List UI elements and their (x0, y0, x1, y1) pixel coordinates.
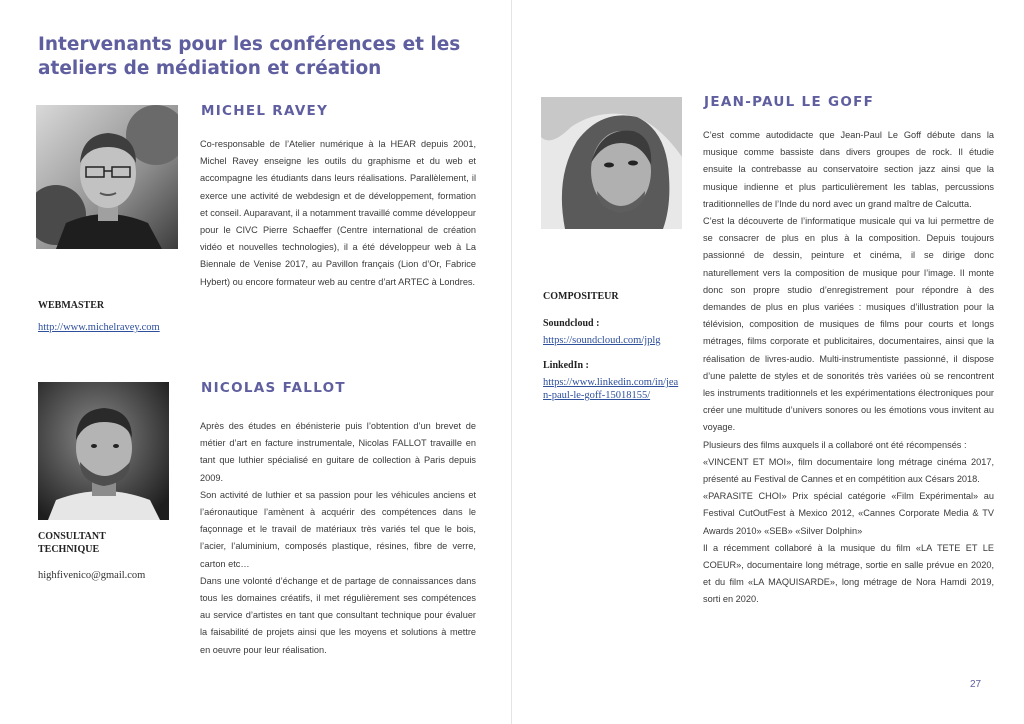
michel-ravey-photo (36, 105, 178, 249)
michel-ravey-website-link[interactable]: http://www.michelravey.com (38, 322, 160, 333)
linkedin-label: LinkedIn : (543, 360, 589, 371)
jean-paul-le-goff-bio (703, 127, 994, 609)
page-gutter (511, 0, 512, 724)
soundcloud-label: Soundcloud : (543, 318, 600, 329)
michel-ravey-role: WEBMASTER (38, 300, 105, 311)
bio-paragraph: Son activité de luthier et sa passion pour les véhicules anciens et l’aéronautique l’amènent à acquérir des compétences dans le façonnage et le travail de matériaux très variés tel que le bois, l’acier, l’aluminium, composés plastique, résines, fibre de verre, carton etc… (200, 489, 476, 569)
bio-paragraph: Co-responsable de l’Atelier numérique à la HEAR depuis 2001, Michel Ravey enseigne les outils du graphisme et du web et accompagne les étudiants dans leurs réalisations. Parallèlement, il exerce une activité de webdesign et de développement, formation et conseil. Auparavant, il a notamment travaillé comme développeur pour le CIVC Pierre Schaeffer (Centre international de création vidéo et nouvelles technologies), il a été développeur web à La Biennale de Venise 2017, au Pavillon français (Lion d’Or, Fabrice Hybert) ou encore formateur web au centre d’art ARTEC à Londres. (200, 139, 476, 287)
nicolas-fallot-name: NICOLAS FALLOT (201, 380, 346, 396)
bio-paragraph: «VINCENT ET MOI», film documentaire long métrage cinéma 2017, présenté au Festival de Cannes et en compétition aux Césars 2018. (703, 456, 994, 485)
bio-paragraph: Dans une volonté d’échange et de partage de connaissances dans tous les domaines créatifs, il met régulièrement ses compétences au service d’artistes en tant que consultant technique pour évaluer la faisabilité de projets ainsi que les moyens et solutions à mettre en oeuvre pour leur réalisation. (200, 575, 476, 655)
page-title: Intervenants pour les conférences et les ateliers de médiation et création (38, 34, 461, 79)
page-number: 27 (970, 679, 982, 690)
michel-ravey-name: MICHEL RAVEY (201, 103, 329, 119)
soundcloud-link[interactable]: https://soundcloud.com/jplg (543, 335, 661, 346)
bio-paragraph: «PARASITE CHOI» Prix spécial catégorie «Film Expérimental» au Festival CutOutFest à Mexico 2012, «Cannes Corporate Media & TV Awards 2010» «SEB» «Silver Dolphin» (703, 491, 994, 536)
jean-paul-le-goff-photo (541, 97, 682, 229)
bio-paragraph: Plusieurs des films auxquels il a collaboré ont été récompensés : (703, 439, 967, 450)
bio-paragraph: Il a récemment collaboré à la musique du film «LA TETE ET LE COEUR», documentaire long métrage, sortie en salle prévue en 2020, et du film «LA MAQUISARDE», long métrage de Nora Hamdi 2019, sorti en 2020. (703, 542, 994, 605)
jean-paul-le-goff-role: COMPOSITEUR (543, 291, 619, 302)
jean-paul-le-goff-name: JEAN-PAUL LE GOFF (704, 94, 875, 110)
bio-paragraph: C’est la découverte de l’informatique musicale qui va lui permettre de se consacrer de plus en plus à la composition. Depuis toujours passionné de dessin, peinture et cinéma, il se dirige donc naturellement vers la composition de musique pour l’image. Il monte donc son propre studio d’enregistrement pour répondre à des demandes de plus en plus variées : musiques d’illustration pour la télévision, composition de musiques de films pour courts et longs métrages, films corporate et publicitaires, documentaires, ainsi que la réalisation de livres-audio. Multi-instrumentiste passionné, il dispose d’une palette de styles et de sonorités très variées où se rencontrent les instruments traditionnels et les expérimentations électroniques pour créer une multitude d’univers sonores ou les émotions vous invitent au voyage. (703, 216, 994, 433)
nicolas-fallot-role: CONSULTANT TECHNIQUE (38, 531, 106, 555)
michel-ravey-bio (200, 136, 476, 291)
bio-paragraph: Après des études en ébénisterie puis l’obtention d’un brevet de métier d’art en facture instrumentale, Nicolas FALLOT travaille en tant que luthier spécialisé en guitare de collection à Paris depuis 2009. (200, 421, 476, 483)
nicolas-fallot-photo (38, 382, 169, 520)
nicolas-fallot-bio (200, 418, 476, 659)
bio-paragraph: C’est comme autodidacte que Jean-Paul Le Goff débute dans la musique comme bassiste dans divers groupes de rock. Il étudie ensuite la contrebasse au conservatoire section jazz ainsi que la musique indienne et plus particulièrement les tablas, percussions traditionnelles de l’Inde du nord avec un grand maître de Calcutta. (703, 130, 994, 209)
linkedin-link[interactable]: https://www.linkedin.com/in/jean-paul-le-goff-15018155/ (543, 377, 679, 401)
nicolas-fallot-email[interactable]: highfivenico@gmail.com (38, 570, 146, 581)
